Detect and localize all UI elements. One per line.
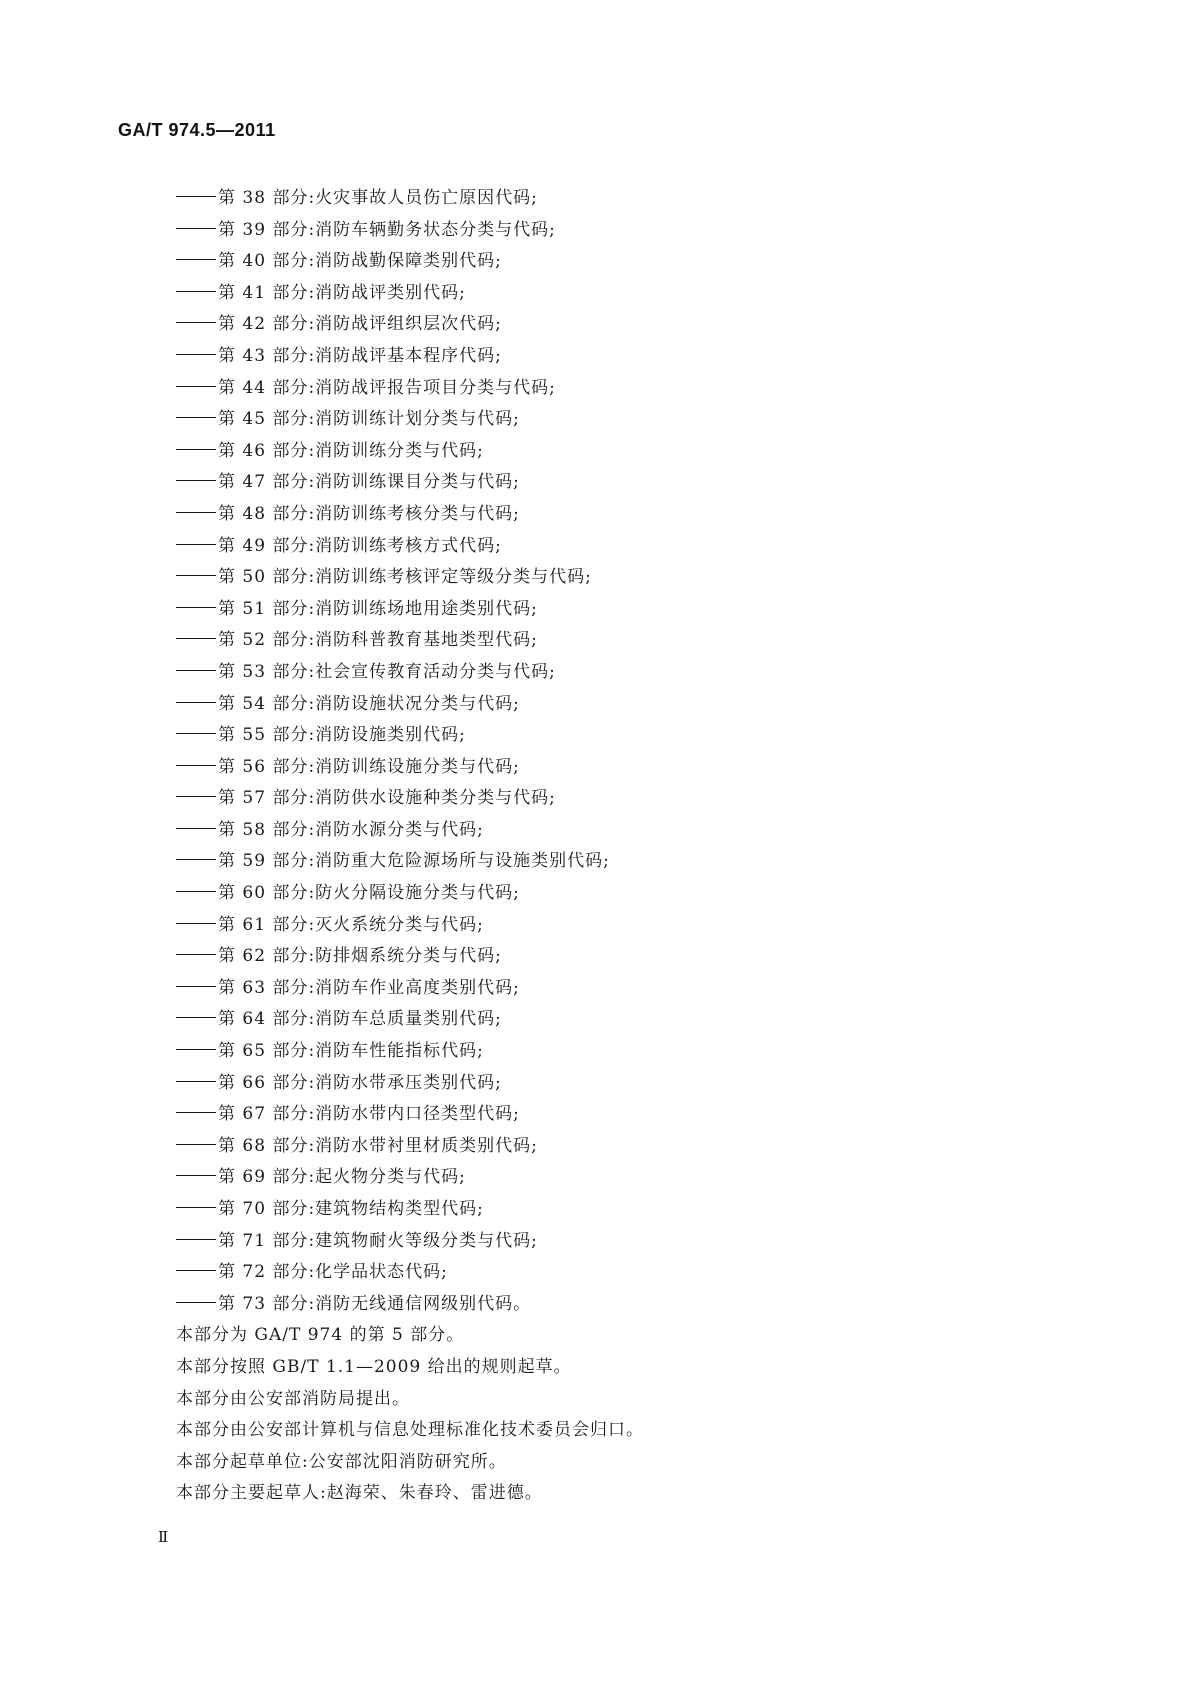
list-item — [176, 373, 1126, 405]
list-item — [176, 594, 1126, 626]
em-dash — [176, 1270, 216, 1271]
part-text: 第 49 部分:消防训练考核方式代码; — [218, 535, 502, 556]
list-item — [176, 531, 1126, 563]
list-item — [176, 720, 1126, 752]
part-text: 第 66 部分:消防水带承压类别代码; — [218, 1072, 502, 1093]
list-item — [176, 1289, 1126, 1321]
part-text: 第 55 部分:消防设施类别代码; — [218, 725, 466, 746]
list-item — [176, 815, 1126, 847]
statement-drafting-unit: 本部分起草单位:公安部沈阳消防研究所。 — [176, 1451, 507, 1472]
list-item — [176, 215, 1126, 247]
list-item — [176, 183, 1126, 215]
part-text: 第 60 部分:防火分隔设施分类与代码; — [218, 883, 520, 904]
list-item — [176, 309, 1126, 341]
em-dash — [176, 765, 216, 766]
em-dash — [176, 1112, 216, 1113]
em-dash — [176, 828, 216, 829]
foreword-statements — [176, 1320, 1126, 1510]
list-item — [176, 246, 1126, 278]
list-item — [176, 1099, 1126, 1131]
em-dash — [176, 322, 216, 323]
list-item — [176, 404, 1126, 436]
em-dash — [176, 228, 216, 229]
em-dash — [176, 512, 216, 513]
part-text: 第 57 部分:消防供水设施种类分类与代码; — [218, 788, 556, 809]
list-item — [176, 1004, 1126, 1036]
part-text: 第 50 部分:消防训练考核评定等级分类与代码; — [218, 567, 592, 588]
part-text: 第 69 部分:起火物分类与代码; — [218, 1167, 466, 1188]
part-text: 第 46 部分:消防训练分类与代码; — [218, 440, 484, 461]
list-item — [176, 941, 1126, 973]
list-item — [176, 752, 1126, 784]
page-number: Ⅱ — [158, 1528, 169, 1546]
em-dash — [176, 796, 216, 797]
list-item — [176, 1226, 1126, 1258]
list-item — [176, 278, 1126, 310]
em-dash — [176, 923, 216, 924]
part-text: 第 70 部分:建筑物结构类型代码; — [218, 1199, 484, 1219]
list-item — [176, 689, 1126, 721]
em-dash — [176, 1302, 216, 1303]
list-item — [176, 1131, 1126, 1163]
list-item — [176, 467, 1126, 499]
part-text: 第 51 部分:消防训练场地用途类别代码; — [218, 598, 538, 619]
list-item — [176, 910, 1126, 942]
part-text: 第 38 部分:火灾事故人员伤亡原因代码; — [218, 188, 538, 208]
part-text: 第 56 部分:消防训练设施分类与代码; — [218, 756, 520, 777]
part-text: 第 48 部分:消防训练考核分类与代码; — [218, 503, 520, 524]
standard-number: GA/T 974.5—2011 — [118, 120, 276, 140]
list-item — [176, 436, 1126, 468]
em-dash — [176, 354, 216, 355]
part-text: 第 67 部分:消防水带内口径类型代码; — [218, 1104, 520, 1125]
statement-part-of-series: 本部分为 GA/T 974 的第 5 部分。 — [176, 1325, 465, 1346]
part-text: 第 42 部分:消防战评组织层次代码; — [218, 314, 502, 335]
em-dash — [176, 733, 216, 734]
list-item — [176, 783, 1126, 815]
part-text: 第 39 部分:消防车辆勤务状态分类与代码; — [218, 219, 556, 240]
em-dash — [176, 417, 216, 418]
part-text: 第 61 部分:灭火系统分类与代码; — [218, 914, 484, 935]
part-text: 第 62 部分:防排烟系统分类与代码; — [218, 946, 502, 967]
em-dash — [176, 1207, 216, 1208]
em-dash — [176, 891, 216, 892]
list-item — [176, 1036, 1126, 1068]
part-text: 第 71 部分:建筑物耐火等级分类与代码; — [218, 1230, 538, 1251]
em-dash — [176, 638, 216, 639]
em-dash — [176, 859, 216, 860]
part-text: 第 59 部分:消防重大危险源场所与设施类别代码; — [218, 851, 610, 872]
list-item — [176, 499, 1126, 531]
list-item — [176, 1257, 1126, 1289]
em-dash — [176, 1239, 216, 1240]
part-text: 第 45 部分:消防训练计划分类与代码; — [218, 409, 520, 430]
part-text: 第 43 部分:消防战评基本程序代码; — [218, 345, 502, 366]
statement-centralized-by: 本部分由公安部计算机与信息处理标准化技术委员会归口。 — [176, 1420, 644, 1441]
part-text: 第 52 部分:消防科普教育基地类型代码; — [218, 630, 538, 651]
part-text: 第 73 部分:消防无线通信网级别代码。 — [218, 1293, 532, 1314]
part-text: 第 72 部分:化学品状态代码; — [218, 1262, 448, 1283]
em-dash — [176, 1017, 216, 1018]
document-body — [176, 183, 1126, 1510]
em-dash — [176, 196, 216, 197]
statement-drafters: 本部分主要起草人:赵海荣、朱春玲、雷进德。 — [176, 1483, 543, 1504]
em-dash — [176, 575, 216, 576]
part-text: 第 41 部分:消防战评类别代码; — [218, 282, 466, 303]
em-dash — [176, 1049, 216, 1050]
statement-proposed-by: 本部分由公安部消防局提出。 — [176, 1388, 410, 1409]
part-text: 第 47 部分:消防训练课目分类与代码; — [218, 472, 520, 493]
part-text: 第 68 部分:消防水带衬里材质类别代码; — [218, 1135, 538, 1156]
em-dash — [176, 1144, 216, 1145]
em-dash — [176, 670, 216, 671]
em-dash — [176, 1081, 216, 1082]
em-dash — [176, 702, 216, 703]
parts-list — [176, 183, 1126, 1320]
em-dash — [176, 449, 216, 450]
em-dash — [176, 544, 216, 545]
list-item — [176, 878, 1126, 910]
em-dash — [176, 1175, 216, 1176]
list-item — [176, 846, 1126, 878]
em-dash — [176, 259, 216, 260]
list-item — [176, 1194, 1126, 1226]
part-text: 第 58 部分:消防水源分类与代码; — [218, 819, 484, 840]
statement-drafting-rules: 本部分按照 GB/T 1.1—2009 给出的规则起草。 — [176, 1356, 572, 1377]
part-text: 第 63 部分:消防车作业高度类别代码; — [218, 977, 520, 998]
list-item — [176, 562, 1126, 594]
list-item — [176, 657, 1126, 689]
part-text: 第 54 部分:消防设施状况分类与代码; — [218, 693, 520, 714]
list-item — [176, 1162, 1126, 1194]
list-item — [176, 1068, 1126, 1100]
part-text: 第 64 部分:消防车总质量类别代码; — [218, 1009, 502, 1030]
em-dash — [176, 386, 216, 387]
em-dash — [176, 607, 216, 608]
list-item — [176, 973, 1126, 1005]
em-dash — [176, 986, 216, 987]
list-item — [176, 341, 1126, 373]
part-text: 第 53 部分:社会宣传教育活动分类与代码; — [218, 661, 556, 682]
part-text: 第 65 部分:消防车性能指标代码; — [218, 1041, 484, 1062]
part-text: 第 40 部分:消防战勤保障类别代码; — [218, 251, 502, 272]
part-text: 第 44 部分:消防战评报告项目分类与代码; — [218, 377, 556, 398]
list-item — [176, 625, 1126, 657]
em-dash — [176, 480, 216, 481]
em-dash — [176, 954, 216, 955]
em-dash — [176, 291, 216, 292]
